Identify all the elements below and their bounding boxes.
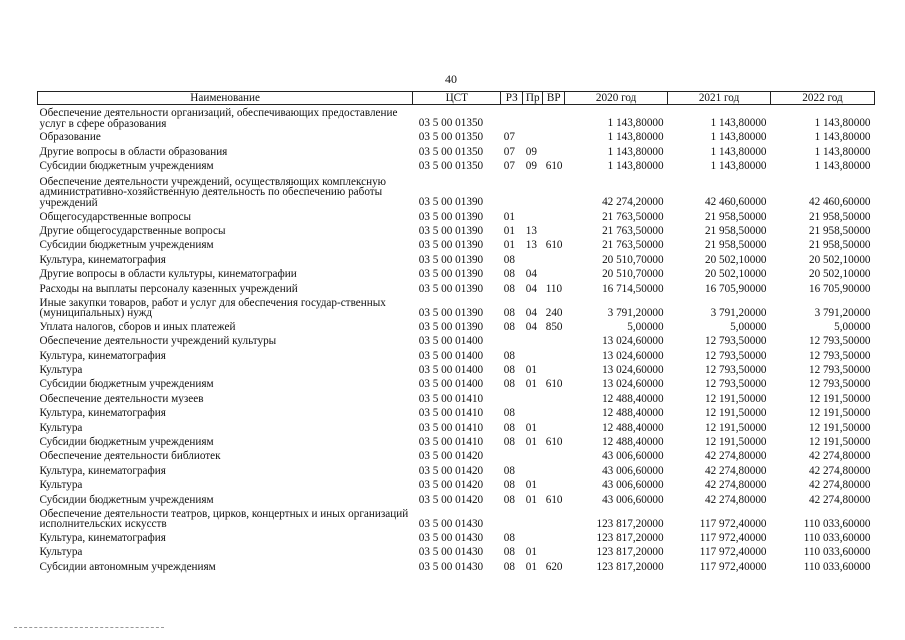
row-2021: 12 191,50000 <box>704 392 767 405</box>
row-2022: 110 033,60000 <box>803 517 871 530</box>
table-row <box>38 477 875 491</box>
row-2021: 42 460,60000 <box>704 196 767 209</box>
row-2020: 20 510,70000 <box>602 268 664 281</box>
row-2020: 5,00000 <box>627 320 664 333</box>
row-2022: 21 958,50000 <box>808 224 871 237</box>
header-name: Наименование <box>38 92 413 105</box>
row-name: Другие общегосударственные вопросы <box>39 224 226 237</box>
row-vr <box>543 251 565 265</box>
row-rz: 07 <box>503 160 515 173</box>
row-cst: 03 5 00 01420 <box>418 464 484 477</box>
row-2020: 12 488,40000 <box>602 436 664 449</box>
row-2022: 110 033,60000 <box>803 560 871 573</box>
row-cst: 03 5 00 01400 <box>418 335 484 348</box>
row-vr <box>543 390 565 404</box>
row-vr <box>543 448 565 462</box>
row-2021: 1 143,80000 <box>710 160 767 173</box>
row-name: Обеспечение деятельности организаций, обеспечивающих предоставление услуг в сфере образования <box>39 107 398 130</box>
row-rz: 01 <box>503 239 515 252</box>
table-row <box>38 223 875 237</box>
row-2020: 13 024,60000 <box>602 364 664 377</box>
row-pr <box>523 462 543 476</box>
row-vr <box>543 105 565 130</box>
row-2022: 1 143,80000 <box>814 131 871 144</box>
row-pr: 01 <box>525 493 537 506</box>
row-cst: 03 5 00 01400 <box>418 364 484 377</box>
row-2020: 43 006,60000 <box>602 479 664 492</box>
row-name: Обеспечение деятельности учреждений, осуществляющих комплексную административно-хозяйственную деятельность по обеспечению работы учреждений <box>39 175 387 209</box>
row-rz: 07 <box>503 145 515 158</box>
row-pr: 04 <box>525 320 537 333</box>
row-name: Субсидии автономным учреждениям <box>39 560 216 573</box>
table-row <box>38 237 875 251</box>
row-vr <box>543 544 565 558</box>
row-rz <box>501 105 523 130</box>
scan-artifact-line <box>14 627 164 629</box>
row-rz <box>501 448 523 462</box>
table-row <box>38 362 875 376</box>
row-2020: 1 143,80000 <box>607 160 664 173</box>
row-2021: 42 274,80000 <box>704 493 767 506</box>
row-pr: 01 <box>525 421 537 434</box>
table-row <box>38 158 875 172</box>
row-2020: 123 817,20000 <box>596 560 664 573</box>
row-vr <box>543 419 565 433</box>
row-pr: 09 <box>525 160 537 173</box>
row-cst: 03 5 00 01400 <box>418 378 484 391</box>
row-2022: 12 793,50000 <box>808 364 871 377</box>
header-pr: Пр <box>523 92 543 105</box>
table-row <box>38 333 875 347</box>
row-vr <box>543 266 565 280</box>
row-name: Обеспечение деятельности библиотек <box>39 450 221 463</box>
row-rz: 08 <box>503 531 515 544</box>
row-2020: 21 763,50000 <box>602 224 664 237</box>
row-2022: 110 033,60000 <box>803 531 871 544</box>
row-name: Субсидии бюджетным учреждениям <box>39 239 214 252</box>
row-2022: 5,00000 <box>834 320 871 333</box>
row-2022: 42 460,60000 <box>808 196 871 209</box>
table-row <box>38 544 875 558</box>
table-row <box>38 251 875 265</box>
row-name: Обеспечение деятельности театров, цирков, концертных и иных организаций исполнительских искусств <box>39 507 409 531</box>
row-vr: 610 <box>545 160 563 173</box>
row-rz: 08 <box>503 364 515 377</box>
row-2020: 12 488,40000 <box>602 421 664 434</box>
row-2021: 117 972,40000 <box>699 531 767 544</box>
row-cst: 03 5 00 01430 <box>418 517 484 530</box>
row-cst: 03 5 00 01430 <box>418 560 484 573</box>
header-2020: 2020 год <box>565 92 668 105</box>
row-2020: 20 510,70000 <box>602 253 664 266</box>
row-pr <box>523 390 543 404</box>
row-rz: 08 <box>503 349 515 362</box>
row-rz: 08 <box>503 464 515 477</box>
row-cst: 03 5 00 01410 <box>418 421 484 434</box>
row-vr <box>543 347 565 361</box>
row-pr: 13 <box>525 224 537 237</box>
row-vr <box>543 405 565 419</box>
row-rz: 08 <box>503 320 515 333</box>
row-cst: 03 5 00 01420 <box>418 450 484 463</box>
row-cst: 03 5 00 01390 <box>418 282 484 295</box>
row-2020: 16 714,50000 <box>602 282 664 295</box>
row-2022: 42 274,80000 <box>808 464 871 477</box>
row-2021: 1 143,80000 <box>710 131 767 144</box>
row-2020: 3 791,20000 <box>607 306 664 319</box>
row-2022: 12 793,50000 <box>808 349 871 362</box>
header-2022: 2022 год <box>771 92 875 105</box>
row-name: Расходы на выплаты персоналу казенных учреждений <box>39 282 298 295</box>
row-2022: 20 502,10000 <box>808 253 871 266</box>
table-row <box>38 506 875 530</box>
row-vr <box>543 362 565 376</box>
row-2020: 1 143,80000 <box>607 145 664 158</box>
row-2020: 1 143,80000 <box>607 131 664 144</box>
row-cst: 03 5 00 01350 <box>418 131 484 144</box>
row-vr: 610 <box>545 239 563 252</box>
row-2021: 117 972,40000 <box>699 517 767 530</box>
row-2021: 42 274,80000 <box>704 479 767 492</box>
row-2022: 110 033,60000 <box>803 546 871 559</box>
row-2022: 12 191,50000 <box>808 392 871 405</box>
row-2020: 1 143,80000 <box>607 117 664 129</box>
row-2022: 3 791,20000 <box>814 306 871 319</box>
row-2021: 1 143,80000 <box>710 117 767 129</box>
row-2022: 12 191,50000 <box>808 421 871 434</box>
row-pr <box>523 172 543 208</box>
row-2021: 12 191,50000 <box>704 407 767 420</box>
row-pr <box>523 105 543 130</box>
row-vr: 110 <box>545 282 563 295</box>
row-2022: 1 143,80000 <box>814 160 871 173</box>
row-2022: 42 274,80000 <box>808 479 871 492</box>
table-body <box>38 105 875 573</box>
row-2022: 42 274,80000 <box>808 450 871 463</box>
row-cst: 03 5 00 01390 <box>418 196 484 209</box>
row-rz: 08 <box>503 479 515 492</box>
row-name: Иные закупки товаров, работ и услуг для обеспечения государ-ственных (муниципальных) нужд <box>39 296 386 320</box>
row-cst: 03 5 00 01420 <box>418 479 484 492</box>
row-vr: 610 <box>545 436 563 449</box>
row-cst: 03 5 00 01400 <box>418 349 484 362</box>
row-name: Общегосударственные вопросы <box>39 210 192 223</box>
row-pr <box>523 333 543 347</box>
row-2021: 42 274,80000 <box>704 450 767 463</box>
header-vr: ВР <box>543 92 565 105</box>
row-2020: 43 006,60000 <box>602 450 664 463</box>
row-name: Культура, кинематография <box>39 253 166 266</box>
row-name: Обеспечение деятельности музеев <box>39 392 204 405</box>
row-rz: 08 <box>503 421 515 434</box>
row-2022: 1 143,80000 <box>814 145 871 158</box>
table-row <box>38 434 875 448</box>
row-rz: 08 <box>503 268 515 281</box>
row-2020: 12 488,40000 <box>602 407 664 420</box>
row-vr <box>543 172 565 208</box>
row-2022: 21 958,50000 <box>808 210 871 223</box>
row-cst: 03 5 00 01430 <box>418 546 484 559</box>
row-name: Другие вопросы в области культуры, кинематографии <box>39 268 297 281</box>
row-rz: 08 <box>503 493 515 506</box>
row-2021: 1 143,80000 <box>710 145 767 158</box>
row-2021: 21 958,50000 <box>704 210 767 223</box>
row-2021: 42 274,80000 <box>704 464 767 477</box>
table-row <box>38 319 875 333</box>
row-2021: 117 972,40000 <box>699 560 767 573</box>
row-name: Уплата налогов, сборов и иных платежей <box>39 320 236 333</box>
row-2020: 21 763,50000 <box>602 239 664 252</box>
row-pr <box>523 405 543 419</box>
row-pr: 01 <box>525 479 537 492</box>
row-2021: 5,00000 <box>730 320 767 333</box>
row-cst: 03 5 00 01350 <box>418 145 484 158</box>
row-name: Субсидии бюджетным учреждениям <box>39 378 214 391</box>
table-row <box>38 558 875 572</box>
table-row <box>38 376 875 390</box>
table-row <box>38 105 875 130</box>
header-2021: 2021 год <box>668 92 771 105</box>
table-row <box>38 143 875 157</box>
row-2021: 12 793,50000 <box>704 349 767 362</box>
row-name: Образование <box>39 131 101 144</box>
row-name: Культура <box>39 421 83 434</box>
row-2020: 43 006,60000 <box>602 464 664 477</box>
table-row <box>38 347 875 361</box>
row-cst: 03 5 00 01390 <box>418 224 484 237</box>
row-pr: 04 <box>525 268 537 281</box>
row-2021: 21 958,50000 <box>704 224 767 237</box>
row-pr: 01 <box>525 560 537 573</box>
row-name: Культура, кинематография <box>39 407 166 420</box>
row-cst: 03 5 00 01410 <box>418 436 484 449</box>
row-2020: 123 817,20000 <box>596 517 664 530</box>
row-cst: 03 5 00 01390 <box>418 268 484 281</box>
table-row <box>38 462 875 476</box>
row-rz <box>501 333 523 347</box>
row-vr <box>543 129 565 143</box>
page-number: 40 <box>445 72 457 86</box>
row-2022: 12 191,50000 <box>808 436 871 449</box>
row-cst: 03 5 00 01350 <box>418 160 484 173</box>
table-row <box>38 448 875 462</box>
row-2022: 12 793,50000 <box>808 378 871 391</box>
row-name: Субсидии бюджетным учреждениям <box>39 160 214 173</box>
table-row <box>38 266 875 280</box>
row-vr <box>543 462 565 476</box>
row-cst: 03 5 00 01350 <box>418 117 484 129</box>
row-name: Культура, кинематография <box>39 349 166 362</box>
row-pr: 09 <box>525 145 537 158</box>
row-2020: 13 024,60000 <box>602 335 664 348</box>
header-cst: ЦСТ <box>413 92 501 105</box>
row-vr <box>543 530 565 544</box>
row-2020: 123 817,20000 <box>596 546 664 559</box>
row-pr <box>523 129 543 143</box>
row-2021: 117 972,40000 <box>699 546 767 559</box>
row-pr <box>523 530 543 544</box>
row-2020: 21 763,50000 <box>602 210 664 223</box>
table-header <box>38 92 875 105</box>
row-cst: 03 5 00 01390 <box>418 320 484 333</box>
row-name: Культура, кинематография <box>39 464 166 477</box>
row-vr <box>543 477 565 491</box>
table-row <box>38 295 875 319</box>
table-row <box>38 280 875 294</box>
row-2021: 20 502,10000 <box>704 253 767 266</box>
table-row <box>38 172 875 208</box>
row-vr: 850 <box>545 320 563 333</box>
row-cst: 03 5 00 01430 <box>418 531 484 544</box>
row-cst: 03 5 00 01410 <box>418 407 484 420</box>
table-row <box>38 208 875 222</box>
row-name: Субсидии бюджетным учреждениям <box>39 493 214 506</box>
row-vr <box>543 333 565 347</box>
row-2020: 42 274,20000 <box>602 196 664 209</box>
row-vr <box>543 223 565 237</box>
row-cst: 03 5 00 01390 <box>418 306 484 319</box>
row-pr: 04 <box>525 282 537 295</box>
row-2022: 42 274,80000 <box>808 493 871 506</box>
row-pr <box>523 347 543 361</box>
row-cst: 03 5 00 01390 <box>418 253 484 266</box>
row-cst: 03 5 00 01390 <box>418 239 484 252</box>
row-name: Культура <box>39 364 83 377</box>
row-pr: 01 <box>525 546 537 559</box>
row-2022: 21 958,50000 <box>808 239 871 252</box>
row-rz: 08 <box>503 436 515 449</box>
row-2020: 12 488,40000 <box>602 392 664 405</box>
row-name: Субсидии бюджетным учреждениям <box>39 436 214 449</box>
row-cst: 03 5 00 01390 <box>418 210 484 223</box>
row-rz: 08 <box>503 407 515 420</box>
row-rz: 07 <box>503 131 515 144</box>
row-cst: 03 5 00 01420 <box>418 493 484 506</box>
row-vr <box>543 143 565 157</box>
row-name: Культура <box>39 479 83 492</box>
row-2021: 16 705,90000 <box>704 282 767 295</box>
row-pr: 01 <box>525 378 537 391</box>
row-2021: 3 791,20000 <box>710 306 767 319</box>
row-rz: 08 <box>503 306 515 319</box>
row-rz <box>501 506 523 530</box>
row-rz: 08 <box>503 546 515 559</box>
row-pr: 01 <box>525 436 537 449</box>
row-rz: 08 <box>503 282 515 295</box>
row-pr <box>523 251 543 265</box>
row-rz: 01 <box>503 224 515 237</box>
table-row <box>38 419 875 433</box>
row-2020: 123 817,20000 <box>596 531 664 544</box>
row-cst: 03 5 00 01410 <box>418 392 484 405</box>
row-2021: 12 191,50000 <box>704 421 767 434</box>
row-name: Культура <box>39 546 83 559</box>
row-2022: 20 502,10000 <box>808 268 871 281</box>
header-rz: РЗ <box>501 92 523 105</box>
row-2021: 21 958,50000 <box>704 239 767 252</box>
row-2020: 43 006,60000 <box>602 493 664 506</box>
row-2022: 1 143,80000 <box>814 117 871 129</box>
table-row <box>38 491 875 505</box>
row-pr <box>523 448 543 462</box>
row-rz: 01 <box>503 210 515 223</box>
row-2021: 12 793,50000 <box>704 378 767 391</box>
row-rz: 08 <box>503 560 515 573</box>
row-rz: 08 <box>503 378 515 391</box>
row-2022: 12 191,50000 <box>808 407 871 420</box>
row-vr: 610 <box>545 493 563 506</box>
row-2020: 13 024,60000 <box>602 349 664 362</box>
row-2021: 20 502,10000 <box>704 268 767 281</box>
row-2022: 12 793,50000 <box>808 335 871 348</box>
row-rz <box>501 172 523 208</box>
row-pr <box>523 208 543 222</box>
row-pr <box>523 506 543 530</box>
table-row <box>38 390 875 404</box>
row-2021: 12 793,50000 <box>704 364 767 377</box>
row-rz <box>501 390 523 404</box>
row-2021: 12 191,50000 <box>704 436 767 449</box>
row-pr: 04 <box>525 306 537 319</box>
row-vr <box>543 208 565 222</box>
table-row <box>38 405 875 419</box>
row-vr: 610 <box>545 378 563 391</box>
row-name: Обеспечение деятельности учреждений культуры <box>39 335 277 348</box>
row-vr: 620 <box>545 560 563 573</box>
row-name: Культура, кинематография <box>39 531 166 544</box>
row-vr <box>543 506 565 530</box>
table-row <box>38 530 875 544</box>
row-pr: 13 <box>525 239 537 252</box>
row-name: Другие вопросы в области образования <box>39 145 228 158</box>
row-vr: 240 <box>545 306 563 319</box>
row-2021: 12 793,50000 <box>704 335 767 348</box>
budget-table <box>37 91 875 573</box>
row-2020: 13 024,60000 <box>602 378 664 391</box>
table-row <box>38 129 875 143</box>
row-2022: 16 705,90000 <box>808 282 871 295</box>
row-pr: 01 <box>525 364 537 377</box>
row-rz: 08 <box>503 253 515 266</box>
